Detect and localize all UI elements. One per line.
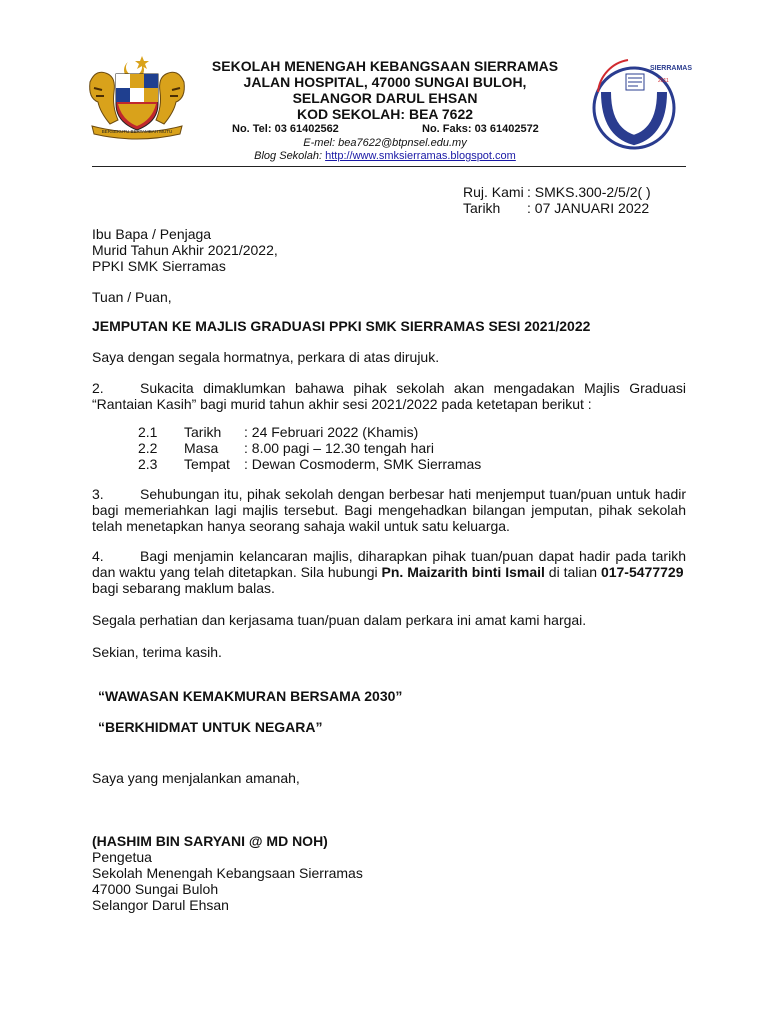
recipient-line-3: PPKI SMK Sierramas xyxy=(92,258,226,274)
paragraph-4: 4. Bagi menjamin kelancaran majlis, diharapkan pihak tuan/puan dapat hadir pada tarikh dan waktu yang telah ditetapkan. Sila hubungi Pn. Maizarith binti Ismail di talian 017-5477729 bagi sebarang maklum balas. xyxy=(92,548,686,596)
crest-motto-text: BERSEKUTU BERTAMBAH MUTU xyxy=(101,129,173,134)
school-logo xyxy=(588,52,693,160)
detail-time: 2.2 Masa : 8.00 pagi – 12.30 tengah hari xyxy=(138,440,434,456)
detail-date: 2.1 Tarikh : 24 Februari 2022 (Khamis) xyxy=(138,424,419,440)
closing-thanks: Sekian, terima kasih. xyxy=(92,644,222,660)
logo-year-text: 2011 xyxy=(658,78,669,84)
signatory-address-2: Selangor Darul Ehsan xyxy=(92,897,229,913)
reference-label: Ruj. Kami xyxy=(463,184,524,200)
contact-name: Pn. Maizarith binti Ismail xyxy=(381,564,545,580)
school-state: SELANGOR DARUL EHSAN xyxy=(292,90,478,106)
blog-link[interactable]: http://www.smksierramas.blogspot.com xyxy=(325,150,516,162)
signatory-org: Sekolah Menengah Kebangsaan Sierramas xyxy=(92,865,363,881)
school-code: KOD SEKOLAH: BEA 7622 xyxy=(296,106,474,122)
motto-berkhidmat: “BERKHIDMAT UNTUK NEGARA” xyxy=(98,719,323,735)
signatory-address-1: 47000 Sungai Buloh xyxy=(92,881,219,897)
paragraph-3: 3. Sehubungan itu, pihak sekolah dengan berbesar hati menjemput tuan/puan untuk hadir bagi memeriahkan lagi majlis tersebut. Bagi mengehadkan bilangan jemputan, pihak sekolah telah menetapkan hanya seorang sahaja wakil untuk satu keluarga. xyxy=(92,486,686,534)
subject-line: JEMPUTAN KE MAJLIS GRADUASI PPKI SMK SIERRAMAS SESI 2021/2022 xyxy=(92,318,591,334)
school-blog: Blog Sekolah: http://www.smksierramas.blogspot.com xyxy=(254,150,516,162)
recipient-line-1: Ibu Bapa / Penjaga xyxy=(92,226,212,242)
contact-phone: 017-5477729 xyxy=(600,564,684,580)
date-value: : 07 JANUARI 2022 xyxy=(527,200,650,216)
school-fax: No. Faks: 03 61402572 xyxy=(422,123,539,135)
school-name: SEKOLAH MENENGAH KEBANGSAAN SIERRAMAS xyxy=(211,58,559,74)
signatory-title: Pengetua xyxy=(92,849,152,865)
recipient-line-2: Murid Tahun Akhir 2021/2022, xyxy=(92,242,278,258)
intro-paragraph: Saya dengan segala hormatnya, perkara di atas dirujuk. xyxy=(92,349,440,365)
school-email: E-mel: bea7622@btpnsel.edu.my xyxy=(303,137,467,149)
motto-wawasan: “WAWASAN KEMAKMURAN BERSAMA 2030” xyxy=(98,688,403,704)
salutation: Tuan / Puan, xyxy=(92,289,172,305)
detail-venue: 2.3 Tempat : Dewan Cosmoderm, SMK Sierramas xyxy=(138,456,482,472)
header-divider xyxy=(92,166,686,167)
signatory-name: (HASHIM BIN SARYANI @ MD NOH) xyxy=(92,833,328,849)
closing-appreciation: Segala perhatian dan kerjasama tuan/puan dalam perkara ini amat kami hargai. xyxy=(92,612,587,628)
school-address: JALAN HOSPITAL, 47000 SUNGAI BULOH, xyxy=(243,74,527,90)
reference-value: : SMKS.300-2/5/2( ) xyxy=(527,184,651,200)
paragraph-2: 2. Sukacita dimaklumkan bahawa pihak sekolah akan mengadakan Majlis Graduasi “Rantaian Kasih” bagi murid tahun akhir sesi 2021/2022 pada ketetapan berikut : xyxy=(92,380,686,412)
logo-name-text: SIERRAMAS xyxy=(650,65,693,72)
school-phone: No. Tel: 03 61402562 xyxy=(232,123,339,135)
trust-line: Saya yang menjalankan amanah, xyxy=(92,770,300,786)
date-label: Tarikh xyxy=(463,200,501,216)
coat-of-arms-logo xyxy=(84,52,190,144)
